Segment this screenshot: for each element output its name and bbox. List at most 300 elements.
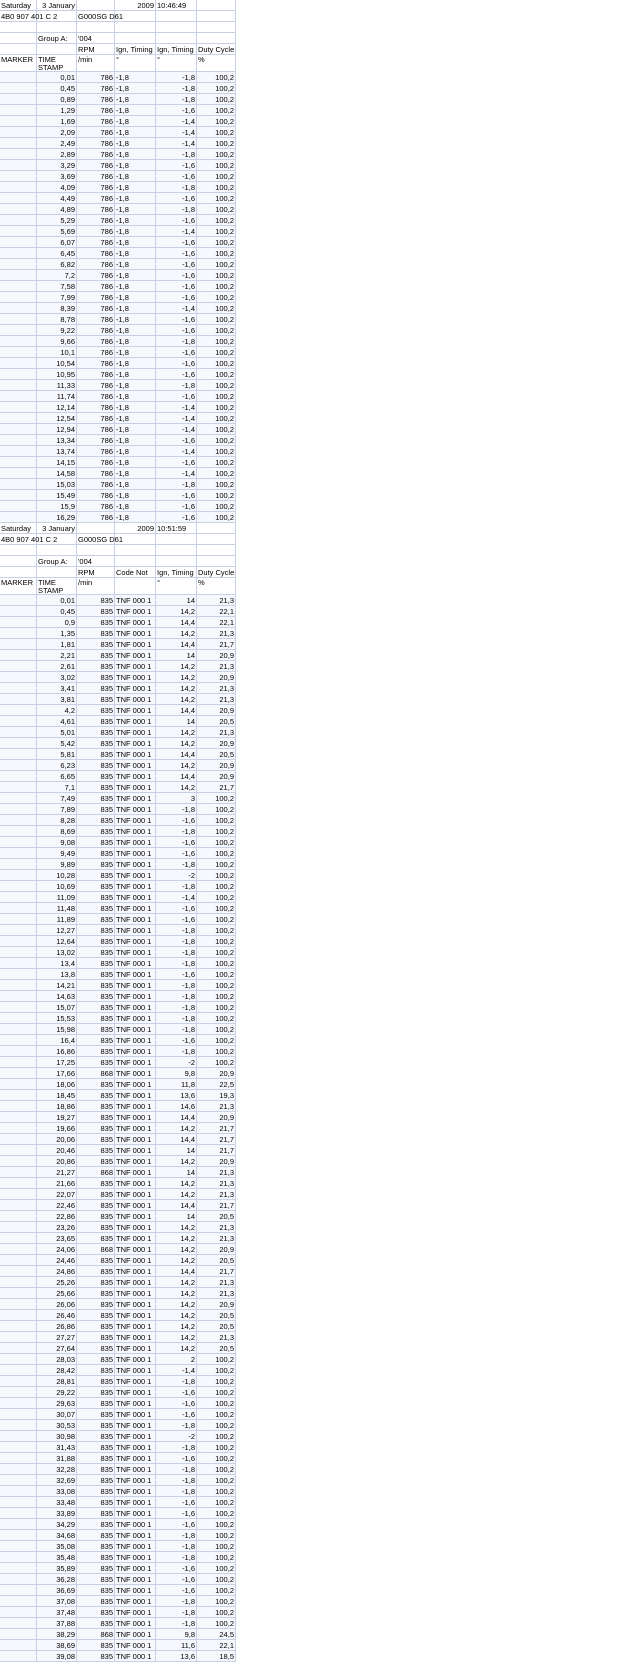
table-row-cell[interactable]: 19,27 [37,1112,77,1123]
table-row-cell[interactable]: TNF 000 1 [115,1090,156,1101]
table-row-cell[interactable]: -1,8 [156,380,197,391]
table-row-cell[interactable]: 100,2 [197,314,236,325]
table-row-cell[interactable]: -1,6 [156,347,197,358]
table-row-cell[interactable]: 835 [77,1651,115,1662]
table-row-cell[interactable]: 24,06 [37,1244,77,1255]
header-row-cell[interactable]: /min [77,578,115,595]
table-row-cell[interactable]: -1,8 [115,171,156,182]
table-row-cell[interactable]: 835 [77,1420,115,1431]
table-row-cell[interactable]: -1,8 [156,991,197,1002]
header-row-cell[interactable]: ° [156,578,197,595]
part-row-cell[interactable] [37,11,77,22]
table-row-cell[interactable]: 835 [77,1442,115,1453]
table-row-cell[interactable]: -1,8 [115,292,156,303]
table-row-cell[interactable] [0,347,37,358]
table-row-cell[interactable]: 100,2 [197,358,236,369]
unit-row-cell[interactable] [0,567,37,578]
table-row-cell[interactable]: 835 [77,1497,115,1508]
table-row-cell[interactable]: 21,3 [197,1167,236,1178]
table-row-cell[interactable]: -1,4 [156,468,197,479]
table-row-cell[interactable]: TNF 000 1 [115,881,156,892]
table-row-cell[interactable]: 868 [77,1244,115,1255]
header-row-cell[interactable] [115,578,156,595]
date-row-cell[interactable] [77,523,115,534]
table-row-cell[interactable] [0,127,37,138]
table-row-cell[interactable] [0,639,37,650]
table-row-cell[interactable]: 100,2 [197,226,236,237]
table-row-cell[interactable] [0,1420,37,1431]
table-row-cell[interactable]: 36,28 [37,1574,77,1585]
table-row-cell[interactable]: 835 [77,1552,115,1563]
table-row-cell[interactable]: 20,46 [37,1145,77,1156]
table-row-cell[interactable]: TNF 000 1 [115,1288,156,1299]
table-row-cell[interactable]: 786 [77,358,115,369]
part-row-cell[interactable] [156,11,197,22]
table-row-cell[interactable]: 835 [77,1640,115,1651]
table-row-cell[interactable]: 100,2 [197,292,236,303]
table-row-cell[interactable]: 100,2 [197,991,236,1002]
table-row-cell[interactable]: 14,4 [156,749,197,760]
table-row-cell[interactable]: 21,7 [197,1145,236,1156]
table-row-cell[interactable]: -1,6 [156,248,197,259]
group-row-cell[interactable] [0,33,37,44]
table-row-cell[interactable]: 8,78 [37,314,77,325]
table-row-cell[interactable] [0,1442,37,1453]
table-row-cell[interactable]: -1,6 [156,160,197,171]
table-row-cell[interactable]: TNF 000 1 [115,1640,156,1651]
table-row-cell[interactable]: 835 [77,1145,115,1156]
table-row-cell[interactable]: -1,6 [156,358,197,369]
table-row-cell[interactable] [0,694,37,705]
table-row-cell[interactable]: 835 [77,1387,115,1398]
table-row-cell[interactable]: -1,8 [156,804,197,815]
date-row-cell[interactable]: 3 January [37,523,77,534]
table-row-cell[interactable] [0,606,37,617]
table-row-cell[interactable]: 27,27 [37,1332,77,1343]
table-row-cell[interactable]: 100,2 [197,237,236,248]
table-row-cell[interactable]: -1,4 [156,226,197,237]
table-row-cell[interactable]: TNF 000 1 [115,1310,156,1321]
table-row-cell[interactable]: TNF 000 1 [115,1079,156,1090]
table-row-cell[interactable]: 14,2 [156,1123,197,1134]
table-row-cell[interactable]: 835 [77,1200,115,1211]
table-row-cell[interactable]: 0,9 [37,617,77,628]
table-row-cell[interactable] [0,1365,37,1376]
table-row-cell[interactable]: 12,94 [37,424,77,435]
table-row-cell[interactable]: 18,45 [37,1090,77,1101]
table-row-cell[interactable]: 786 [77,105,115,116]
table-row-cell[interactable]: 31,88 [37,1453,77,1464]
table-row-cell[interactable]: -1,6 [156,914,197,925]
table-row-cell[interactable]: 9,49 [37,848,77,859]
table-row-cell[interactable]: TNF 000 1 [115,595,156,606]
table-row-cell[interactable]: 100,2 [197,1354,236,1365]
table-row-cell[interactable]: 868 [77,1068,115,1079]
table-row-cell[interactable]: 100,2 [197,969,236,980]
table-row-cell[interactable]: TNF 000 1 [115,1618,156,1629]
part-row-cell[interactable] [115,534,156,545]
table-row-cell[interactable]: 835 [77,991,115,1002]
table-row-cell[interactable]: 835 [77,595,115,606]
group-row-cell[interactable] [0,556,37,567]
table-row-cell[interactable]: -1,8 [115,347,156,358]
table-row-cell[interactable]: -2 [156,1057,197,1068]
table-row-cell[interactable]: TNF 000 1 [115,1387,156,1398]
table-row-cell[interactable] [0,595,37,606]
table-row-cell[interactable]: 13,74 [37,446,77,457]
unit-row-cell[interactable]: RPM [77,44,115,55]
table-row-cell[interactable] [0,1519,37,1530]
table-row-cell[interactable] [0,94,37,105]
table-row-cell[interactable]: 22,5 [197,1079,236,1090]
table-row-cell[interactable]: 22,1 [197,606,236,617]
table-row-cell[interactable]: 835 [77,826,115,837]
table-row-cell[interactable]: TNF 000 1 [115,1123,156,1134]
table-row-cell[interactable]: 22,1 [197,1640,236,1651]
header-row-cell[interactable]: TIME STAMP [37,55,77,72]
table-row-cell[interactable]: TNF 000 1 [115,1211,156,1222]
table-row-cell[interactable] [0,325,37,336]
table-row-cell[interactable]: TNF 000 1 [115,771,156,782]
empty-row-cell[interactable] [115,22,156,33]
table-row-cell[interactable]: -1,6 [156,1519,197,1530]
group-row-cell[interactable] [197,33,236,44]
table-row-cell[interactable]: 786 [77,435,115,446]
table-row-cell[interactable]: 868 [77,1629,115,1640]
table-row-cell[interactable]: 35,08 [37,1541,77,1552]
table-row-cell[interactable]: 835 [77,1530,115,1541]
table-row-cell[interactable] [0,1145,37,1156]
table-row-cell[interactable]: 22,1 [197,617,236,628]
table-row-cell[interactable] [0,804,37,815]
table-row-cell[interactable]: TNF 000 1 [115,1222,156,1233]
table-row-cell[interactable]: 33,08 [37,1486,77,1497]
table-row-cell[interactable]: 2,49 [37,138,77,149]
table-row-cell[interactable]: -1,8 [115,248,156,259]
table-row-cell[interactable] [0,479,37,490]
table-row-cell[interactable] [0,1178,37,1189]
table-row-cell[interactable]: 17,25 [37,1057,77,1068]
table-row-cell[interactable]: 10,69 [37,881,77,892]
table-row-cell[interactable]: -1,8 [156,149,197,160]
table-row-cell[interactable]: 100,2 [197,391,236,402]
table-row-cell[interactable]: TNF 000 1 [115,1596,156,1607]
table-row-cell[interactable]: 13,4 [37,958,77,969]
table-row-cell[interactable] [0,991,37,1002]
table-row-cell[interactable]: 100,2 [197,248,236,259]
table-row-cell[interactable]: 33,89 [37,1508,77,1519]
table-row-cell[interactable]: -1,8 [156,1024,197,1035]
table-row-cell[interactable]: -1,8 [115,259,156,270]
table-row-cell[interactable]: -1,8 [115,413,156,424]
table-row-cell[interactable]: 835 [77,1189,115,1200]
header-row-cell[interactable]: TIME STAMP [37,578,77,595]
table-row-cell[interactable]: 786 [77,380,115,391]
table-row-cell[interactable]: -1,8 [156,336,197,347]
table-row-cell[interactable]: -1,8 [156,859,197,870]
table-row-cell[interactable]: -1,8 [115,325,156,336]
table-row-cell[interactable]: 18,5 [197,1651,236,1662]
table-row-cell[interactable]: 100,2 [197,336,236,347]
table-row-cell[interactable]: 835 [77,793,115,804]
table-row-cell[interactable] [0,1431,37,1442]
unit-row-cell[interactable] [37,567,77,578]
table-row-cell[interactable]: 20,9 [197,1156,236,1167]
table-row-cell[interactable]: TNF 000 1 [115,1035,156,1046]
table-row-cell[interactable]: 100,2 [197,1530,236,1541]
table-row-cell[interactable]: 24,5 [197,1629,236,1640]
table-row-cell[interactable]: 835 [77,1541,115,1552]
table-row-cell[interactable]: 21,7 [197,1200,236,1211]
table-row-cell[interactable]: 100,2 [197,215,236,226]
table-row-cell[interactable]: 20,5 [197,1321,236,1332]
table-row-cell[interactable]: 0,01 [37,595,77,606]
table-row-cell[interactable]: 835 [77,1409,115,1420]
table-row-cell[interactable]: -1,8 [115,182,156,193]
table-row-cell[interactable]: TNF 000 1 [115,1475,156,1486]
table-row-cell[interactable]: -1,8 [115,501,156,512]
table-row-cell[interactable]: 100,2 [197,925,236,936]
table-row-cell[interactable]: 29,22 [37,1387,77,1398]
table-row-cell[interactable]: 835 [77,1321,115,1332]
table-row-cell[interactable] [0,171,37,182]
date-row-cell[interactable] [77,0,115,11]
table-row-cell[interactable] [0,215,37,226]
table-row-cell[interactable]: -1,8 [115,116,156,127]
table-row-cell[interactable]: 15,98 [37,1024,77,1035]
group-row-cell[interactable] [197,556,236,567]
table-row-cell[interactable]: TNF 000 1 [115,1508,156,1519]
table-row-cell[interactable] [0,1497,37,1508]
table-row-cell[interactable]: 21,66 [37,1178,77,1189]
table-row-cell[interactable]: 38,69 [37,1640,77,1651]
table-row-cell[interactable]: TNF 000 1 [115,958,156,969]
header-row-cell[interactable]: /min [77,55,115,72]
table-row-cell[interactable]: 786 [77,138,115,149]
table-row-cell[interactable]: 786 [77,303,115,314]
table-row-cell[interactable]: 20,5 [197,1310,236,1321]
table-row-cell[interactable]: 835 [77,1475,115,1486]
part-row-cell[interactable] [115,11,156,22]
table-row-cell[interactable]: -1,8 [156,958,197,969]
table-row-cell[interactable]: 12,27 [37,925,77,936]
table-row-cell[interactable]: -1,8 [115,358,156,369]
table-row-cell[interactable]: 100,2 [197,958,236,969]
table-row-cell[interactable]: 16,4 [37,1035,77,1046]
table-row-cell[interactable]: 835 [77,727,115,738]
table-row-cell[interactable]: 10,1 [37,347,77,358]
table-row-cell[interactable]: -1,4 [156,446,197,457]
table-row-cell[interactable] [0,1002,37,1013]
table-row-cell[interactable]: 868 [77,1167,115,1178]
table-row-cell[interactable]: 100,2 [197,826,236,837]
table-row-cell[interactable]: 30,53 [37,1420,77,1431]
table-row-cell[interactable]: TNF 000 1 [115,1321,156,1332]
table-row-cell[interactable]: TNF 000 1 [115,947,156,958]
table-row-cell[interactable]: 100,2 [197,1002,236,1013]
part-row-cell[interactable] [197,534,236,545]
table-row-cell[interactable]: 100,2 [197,479,236,490]
table-row-cell[interactable]: 21,7 [197,782,236,793]
table-row-cell[interactable]: 20,9 [197,760,236,771]
table-row-cell[interactable]: 786 [77,457,115,468]
table-row-cell[interactable]: 100,2 [197,281,236,292]
table-row-cell[interactable] [0,237,37,248]
table-row-cell[interactable]: 835 [77,694,115,705]
table-row-cell[interactable] [0,1255,37,1266]
table-row-cell[interactable]: 7,49 [37,793,77,804]
table-row-cell[interactable]: -1,8 [115,380,156,391]
table-row-cell[interactable]: 835 [77,760,115,771]
unit-row-cell[interactable]: RPM [77,567,115,578]
table-row-cell[interactable]: 100,2 [197,892,236,903]
table-row-cell[interactable] [0,826,37,837]
table-row-cell[interactable]: 100,2 [197,1618,236,1629]
table-row-cell[interactable]: TNF 000 1 [115,1057,156,1068]
table-row-cell[interactable] [0,683,37,694]
table-row-cell[interactable]: TNF 000 1 [115,1277,156,1288]
table-row-cell[interactable]: 30,98 [37,1431,77,1442]
table-row-cell[interactable]: 0,45 [37,606,77,617]
table-row-cell[interactable]: 5,81 [37,749,77,760]
table-row-cell[interactable]: 835 [77,617,115,628]
unit-row-cell[interactable]: Duty Cycle [198,568,235,577]
table-row-cell[interactable]: 5,42 [37,738,77,749]
table-row-cell[interactable]: -1,8 [156,204,197,215]
empty-row-cell[interactable] [0,22,37,33]
table-row-cell[interactable]: 14,2 [156,727,197,738]
table-row-cell[interactable]: TNF 000 1 [115,1101,156,1112]
table-row-cell[interactable]: 0,01 [37,72,77,83]
table-row-cell[interactable] [0,1651,37,1662]
table-row-cell[interactable] [0,1211,37,1222]
table-row-cell[interactable] [0,859,37,870]
table-row-cell[interactable]: 20,9 [197,705,236,716]
table-row-cell[interactable]: 835 [77,1024,115,1035]
part-row-cell[interactable] [156,534,197,545]
table-row-cell[interactable]: 11,48 [37,903,77,914]
table-row-cell[interactable]: 835 [77,1607,115,1618]
table-row-cell[interactable]: 835 [77,804,115,815]
table-row-cell[interactable]: -1,8 [115,479,156,490]
table-row-cell[interactable]: 27,64 [37,1343,77,1354]
table-row-cell[interactable]: TNF 000 1 [115,1167,156,1178]
table-row-cell[interactable]: 14,58 [37,468,77,479]
table-row-cell[interactable]: 2,61 [37,661,77,672]
table-row-cell[interactable]: 15,03 [37,479,77,490]
table-row-cell[interactable]: -1,6 [156,457,197,468]
table-row-cell[interactable]: TNF 000 1 [115,991,156,1002]
table-row-cell[interactable] [0,1486,37,1497]
table-row-cell[interactable]: 14,4 [156,1266,197,1277]
table-row-cell[interactable]: TNF 000 1 [115,1530,156,1541]
table-row-cell[interactable]: TNF 000 1 [115,1134,156,1145]
table-row-cell[interactable] [0,925,37,936]
table-row-cell[interactable]: 11,74 [37,391,77,402]
table-row-cell[interactable] [0,1244,37,1255]
table-row-cell[interactable]: -1,8 [156,1541,197,1552]
table-row-cell[interactable]: 21,3 [197,1233,236,1244]
table-row-cell[interactable] [0,848,37,859]
table-row-cell[interactable]: 835 [77,1277,115,1288]
table-row-cell[interactable]: 786 [77,479,115,490]
table-row-cell[interactable] [0,1079,37,1090]
table-row-cell[interactable]: 14,2 [156,1343,197,1354]
table-row-cell[interactable]: -1,8 [156,1475,197,1486]
table-row-cell[interactable]: 835 [77,1618,115,1629]
table-row-cell[interactable] [0,380,37,391]
empty-row-cell[interactable] [0,545,37,556]
part-row-cell[interactable]: G000SG D61 [78,535,124,544]
table-row-cell[interactable]: TNF 000 1 [115,1244,156,1255]
table-row-cell[interactable]: 100,2 [197,1464,236,1475]
date-row-cell[interactable] [197,523,236,534]
table-row-cell[interactable]: -1,8 [115,193,156,204]
table-row-cell[interactable]: 9,08 [37,837,77,848]
table-row-cell[interactable]: -1,8 [115,94,156,105]
table-row-cell[interactable]: 100,2 [197,1431,236,1442]
table-row-cell[interactable]: TNF 000 1 [115,804,156,815]
table-row-cell[interactable]: 21,3 [197,727,236,738]
table-row-cell[interactable]: 21,3 [197,1222,236,1233]
table-row-cell[interactable]: 13,8 [37,969,77,980]
table-row-cell[interactable]: TNF 000 1 [115,815,156,826]
table-row-cell[interactable]: 786 [77,413,115,424]
empty-row-cell[interactable] [197,22,236,33]
table-row-cell[interactable]: -1,8 [156,1486,197,1497]
table-row-cell[interactable]: 835 [77,925,115,936]
table-row-cell[interactable] [0,1288,37,1299]
table-row-cell[interactable]: 835 [77,980,115,991]
table-row-cell[interactable]: 786 [77,424,115,435]
table-row-cell[interactable]: 6,07 [37,237,77,248]
table-row-cell[interactable]: 835 [77,1343,115,1354]
table-row-cell[interactable]: 8,69 [37,826,77,837]
table-row-cell[interactable]: 835 [77,1035,115,1046]
table-row-cell[interactable]: 100,2 [197,1057,236,1068]
table-row-cell[interactable]: -1,8 [115,270,156,281]
table-row-cell[interactable]: 13,02 [37,947,77,958]
table-row-cell[interactable]: TNF 000 1 [115,826,156,837]
table-row-cell[interactable]: -1,4 [156,116,197,127]
part-row-cell[interactable]: 4B0 907 401 C 2 [1,535,58,544]
table-row-cell[interactable]: -1,8 [115,83,156,94]
table-row-cell[interactable]: 14,4 [156,617,197,628]
table-row-cell[interactable]: 100,2 [197,1035,236,1046]
table-row-cell[interactable] [0,72,37,83]
table-row-cell[interactable]: 14 [156,650,197,661]
table-row-cell[interactable]: 835 [77,683,115,694]
table-row-cell[interactable]: TNF 000 1 [115,1607,156,1618]
date-row-cell[interactable] [197,0,236,11]
group-row-cell[interactable] [115,556,156,567]
table-row-cell[interactable]: 100,2 [197,1486,236,1497]
table-row-cell[interactable] [0,672,37,683]
table-row-cell[interactable]: 4,89 [37,204,77,215]
table-row-cell[interactable]: 5,69 [37,226,77,237]
table-row-cell[interactable]: -1,6 [156,270,197,281]
table-row-cell[interactable]: 7,1 [37,782,77,793]
table-row-cell[interactable]: 786 [77,501,115,512]
table-row-cell[interactable]: 835 [77,903,115,914]
table-row-cell[interactable] [0,435,37,446]
table-row-cell[interactable]: 0,89 [37,94,77,105]
group-row-cell[interactable]: Group A: [37,33,77,44]
table-row-cell[interactable]: -1,6 [156,1574,197,1585]
table-row-cell[interactable]: 100,2 [197,1409,236,1420]
table-row-cell[interactable]: 835 [77,738,115,749]
table-row-cell[interactable]: TNF 000 1 [115,683,156,694]
